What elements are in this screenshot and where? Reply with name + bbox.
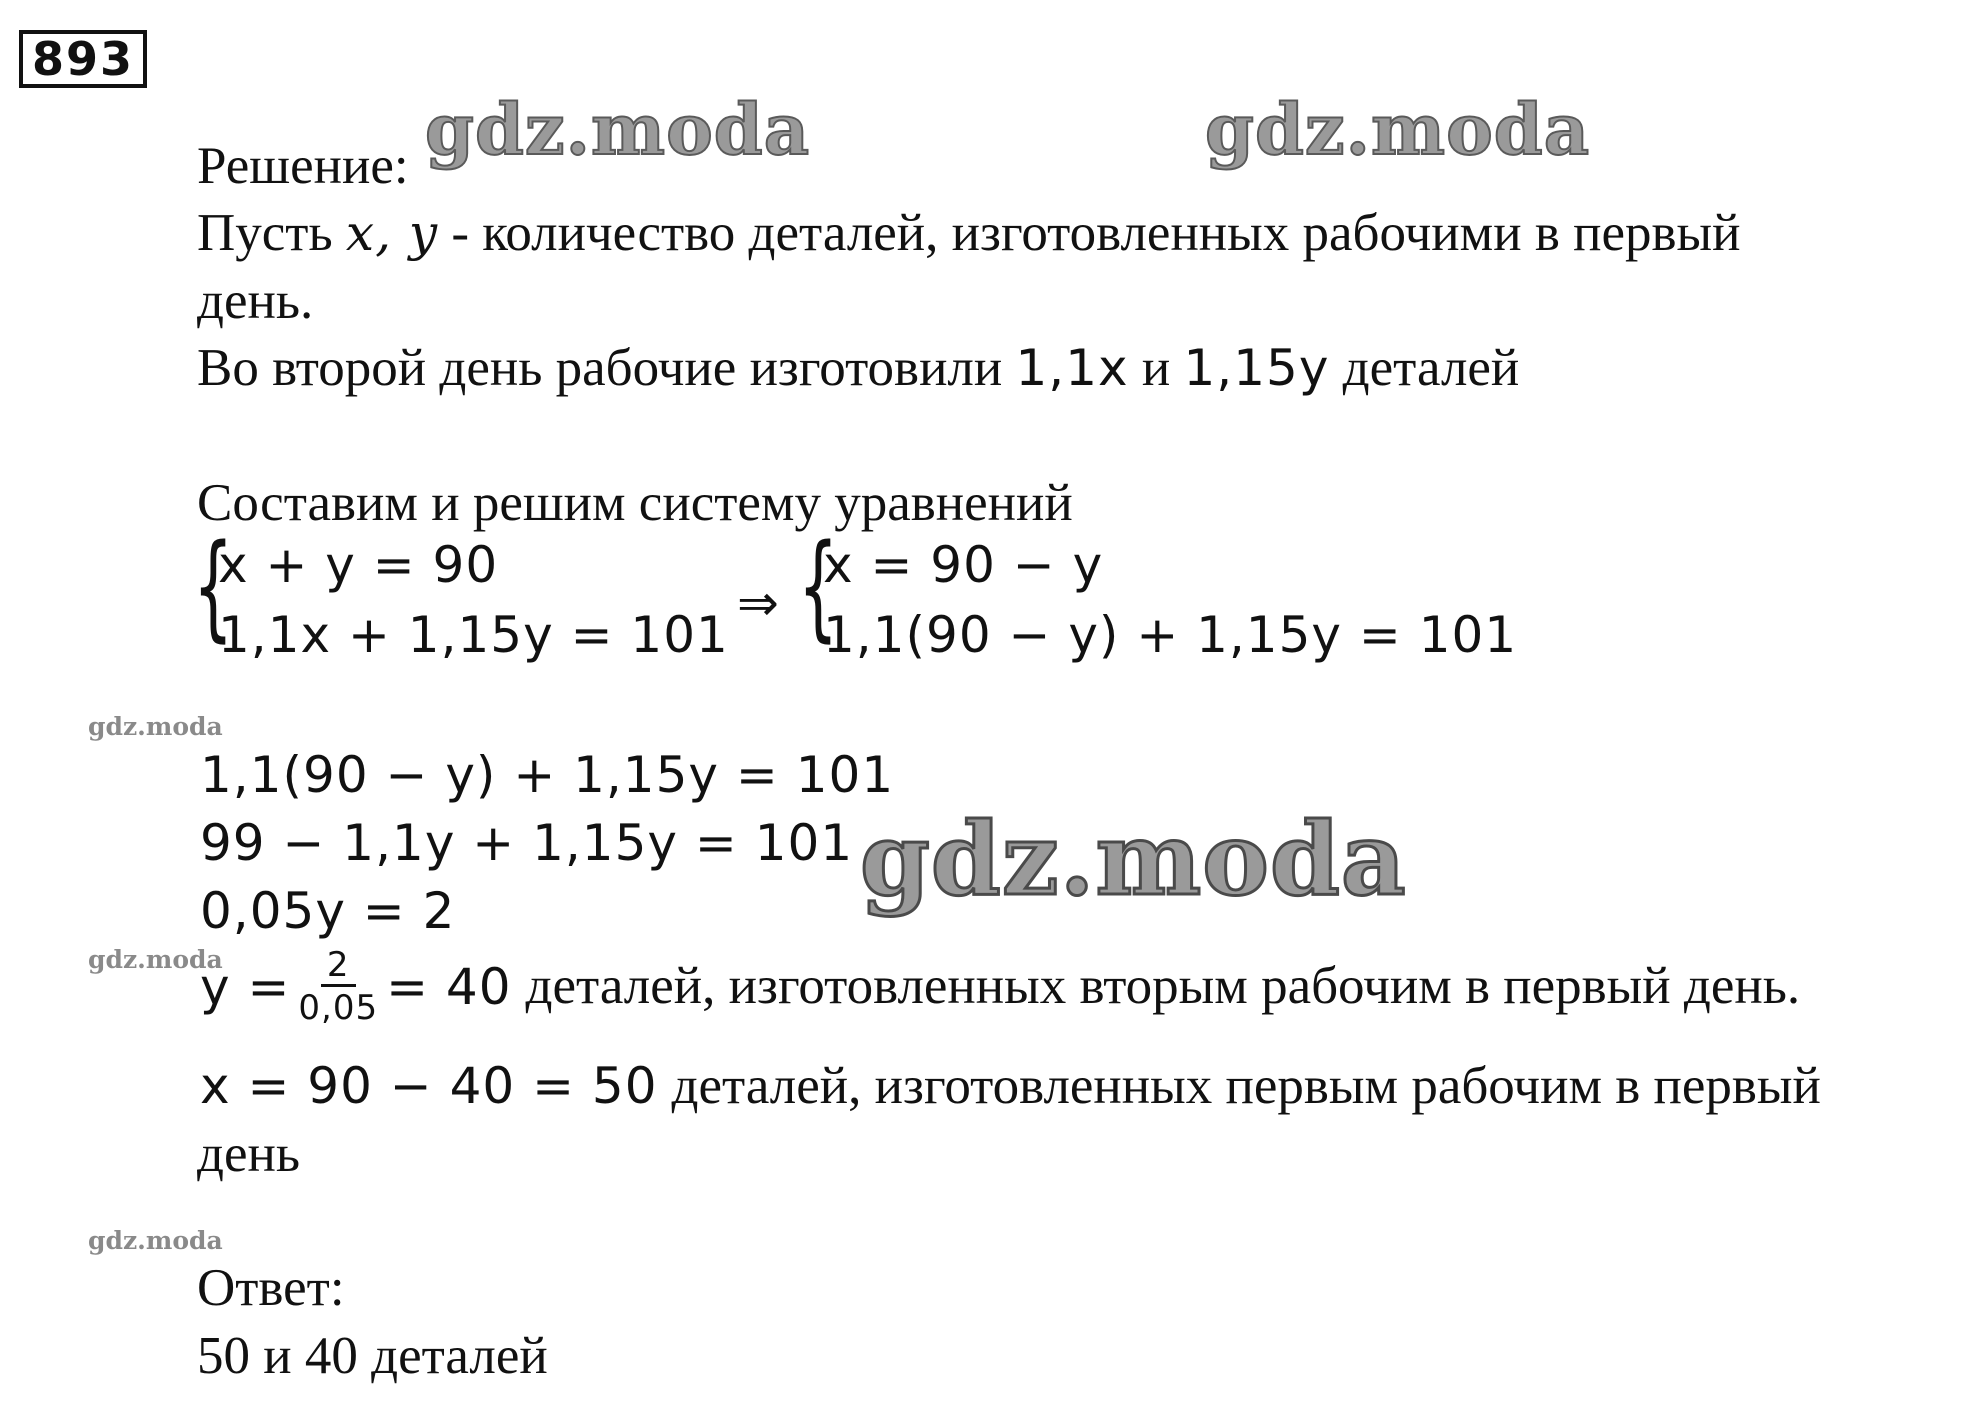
fraction-denominator: 0,05	[298, 988, 379, 1028]
intro-text: деталей	[1342, 339, 1520, 397]
fraction-numerator: 2	[321, 948, 356, 987]
implies-arrow: ⇒	[737, 574, 780, 632]
watermark-small: gdz.moda	[88, 945, 223, 974]
x-text-line-2: день	[197, 1125, 301, 1183]
value-11x: 1,1x	[1015, 339, 1129, 397]
value-115y: 1,15y	[1183, 339, 1330, 397]
system1-eq2: 1,1x + 1,15y = 101	[218, 606, 729, 664]
y-rhs: = 40	[386, 957, 512, 1016]
x-expr: x = 90 − 40 = 50	[200, 1057, 658, 1115]
system-brace-left: {	[193, 520, 234, 654]
y-text: деталей, изготовленных вторым рабочим в первый день.	[525, 957, 1801, 1015]
watermark-small: gdz.moda	[88, 1226, 223, 1255]
intro-line-1	[197, 204, 1741, 262]
intro-line-2: день.	[197, 272, 314, 330]
y-lhs: y =	[200, 957, 291, 1016]
answer-label: Ответ:	[197, 1259, 345, 1317]
intro-line-3	[197, 339, 1520, 397]
step-3: 0,05y = 2	[200, 882, 456, 940]
system2-eq1: x = 90 − y	[823, 536, 1104, 594]
x-text: деталей, изготовленных первым рабочим в первый	[671, 1057, 1821, 1115]
solution-label: Решение:	[197, 137, 409, 195]
watermark-small: gdz.moda	[88, 712, 223, 741]
step-2: 99 − 1,1y + 1,15y = 101	[200, 814, 854, 872]
step-1: 1,1(90 − y) + 1,15y = 101	[200, 746, 895, 804]
watermark-logo: gdz.moda	[425, 88, 811, 171]
step-y-result	[200, 945, 1801, 1028]
watermark-logo: gdz.moda	[1205, 88, 1591, 171]
intro-vars: x, y	[345, 204, 439, 262]
system-label: Составим и решим систему уравнений	[197, 474, 1073, 532]
step-x-result	[200, 1057, 1821, 1115]
system-brace-right: {	[798, 520, 839, 654]
intro-text: Пусть	[197, 204, 333, 262]
problem-number: 893	[19, 30, 147, 88]
watermark-logo: gdz.moda	[860, 800, 1407, 918]
fraction	[298, 945, 379, 1028]
system2-eq2: 1,1(90 − y) + 1,15y = 101	[823, 606, 1518, 664]
intro-text: - количество деталей, изготовленных рабочими в первый	[451, 204, 1741, 262]
intro-text: и	[1141, 339, 1171, 397]
answer-value: 50 и 40 деталей	[197, 1327, 548, 1385]
system1-eq1: x + y = 90	[218, 536, 499, 594]
intro-text: Во второй день рабочие изготовили	[197, 339, 1003, 397]
